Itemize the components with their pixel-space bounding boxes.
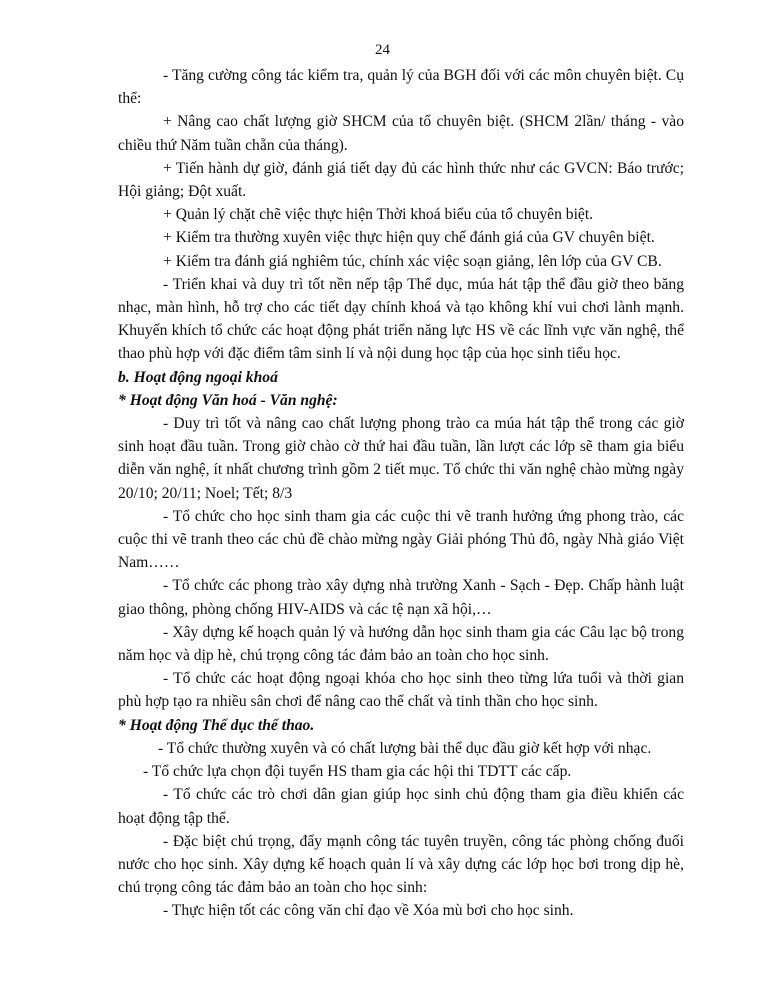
paragraph-sports-team: - Tổ chức lựa chọn đội tuyển HS tham gia các hội thi TDTT các cấp. [143,763,572,781]
paragraph-exercise-routine: - Triển khai và duy trì tốt nền nếp tập Thể dục, múa hát tập thể đầu giờ theo băng nhạc, màn hình, hỗ trợ cho các tiết dạy chính khoá và tạo không khí vui chơi lành mạnh. Khuyến khích tổ chức các hoạt động phát triển năng lực HS về các lĩnh vực văn nghệ, thể thao phù hợp với đặc điểm tâm sinh lí và nội dung học tập của học sinh tiểu học. [118,275,684,363]
paragraph-evaluation-rules: + Kiểm tra thường xuyên việc thực hiện quy chế đánh giá của GV chuyên biệt. [163,229,655,247]
paragraph-inspection: - Tăng cường công tác kiểm tra, quản lý của BGH đối với các môn chuyên biệt. Cụ thể: [118,67,684,108]
paragraph-extracurricular-activities: - Tổ chức các hoạt động ngoại khóa cho học sinh theo từng lứa tuổi và thời gian phù hợp tạo ra nhiều sân chơi để nâng cao thể chất và tinh thần cho học sinh. [118,670,684,711]
paragraph-shcm: + Nâng cao chất lượng giờ SHCM của tổ chuyên biệt. (SHCM 2lần/ tháng - vào chiều thứ Năm tuần chẵn của tháng). [118,113,684,154]
paragraph-morning-exercise: - Tổ chức thường xuyên và có chất lượng bài thể dục đầu giờ kết hợp với nhạc. [158,739,652,757]
section-heading-extracurricular: b. Hoạt động ngoại khoá [118,368,278,386]
paragraph-folk-games: - Tổ chức các trò chơi dân gian giúp học sinh chủ động tham gia điều khiển các hoạt động tập thể. [118,786,684,827]
paragraph-drawing-contest: - Tổ chức cho học sinh tham gia các cuộc thi vẽ tranh hưởng ứng phong trào, các cuộc thi vẽ tranh theo các chủ đề chào mừng ngày Giải phóng Thủ đô, ngày Nhà giáo Việt Nam…… [118,507,684,572]
subheading-culture-arts: * Hoạt động Văn hoá - Văn nghệ: [118,391,338,409]
paragraph-singing-movement: - Duy trì tốt và nâng cao chất lượng phong trào ca múa hát tập thể trong các giờ sinh hoạt đầu tuần. Trong giờ chào cờ thứ hai đầu tuần, lần lượt các lớp sẽ tham gia biểu diễn văn nghệ, ít nhất chương trình gồm 2 tiết mục. Tổ chức thi văn nghệ chào mừng ngày 20/10; 20/11; Noel; Tết; 8/3 [118,415,684,502]
page-number: 24 [375,42,390,58]
page-body [118,64,684,923]
paragraph-observation: + Tiến hành dự giờ, đánh giá tiết dạy đủ các hình thức như các GVCN: Báo trước; Hội giảng; Đột xuất. [118,159,684,201]
paragraph-drowning-prevention: - Đặc biệt chú trọng, đẩy mạnh công tác tuyên truyền, công tác phòng chống đuối nước cho học sinh. Xây dựng kế hoạch quản lí và xây dựng các lớp học bơi trong dịp hè, chú trọng công tác đảm bảo an toàn cho học sinh: [118,832,684,897]
paragraph-lesson-check: + Kiểm tra đánh giá nghiêm túc, chính xác việc soạn giảng, lên lớp của GV CB. [163,252,662,270]
subheading-sports: * Hoạt động Thể dục thể thao. [118,716,315,734]
paragraph-swimming: - Thực hiện tốt các công văn chỉ đạo về Xóa mù bơi cho học sinh. [163,902,574,920]
paragraph-green-school: - Tổ chức các phong trào xây dựng nhà trường Xanh - Sạch - Đẹp. Chấp hành luật giao thông, phòng chống HIV-AIDS và các tệ nạn xã hội,… [118,577,684,618]
paragraph-clubs: - Xây dựng kế hoạch quản lý và hướng dẫn học sinh tham gia các Câu lạc bộ trong năm học và dịp hè, chú trọng công tác đảm bảo an toàn cho học sinh. [118,623,684,665]
paragraph-timetable: + Quản lý chặt chẽ việc thực hiện Thời khoá biểu của tổ chuyên biệt. [163,206,594,224]
